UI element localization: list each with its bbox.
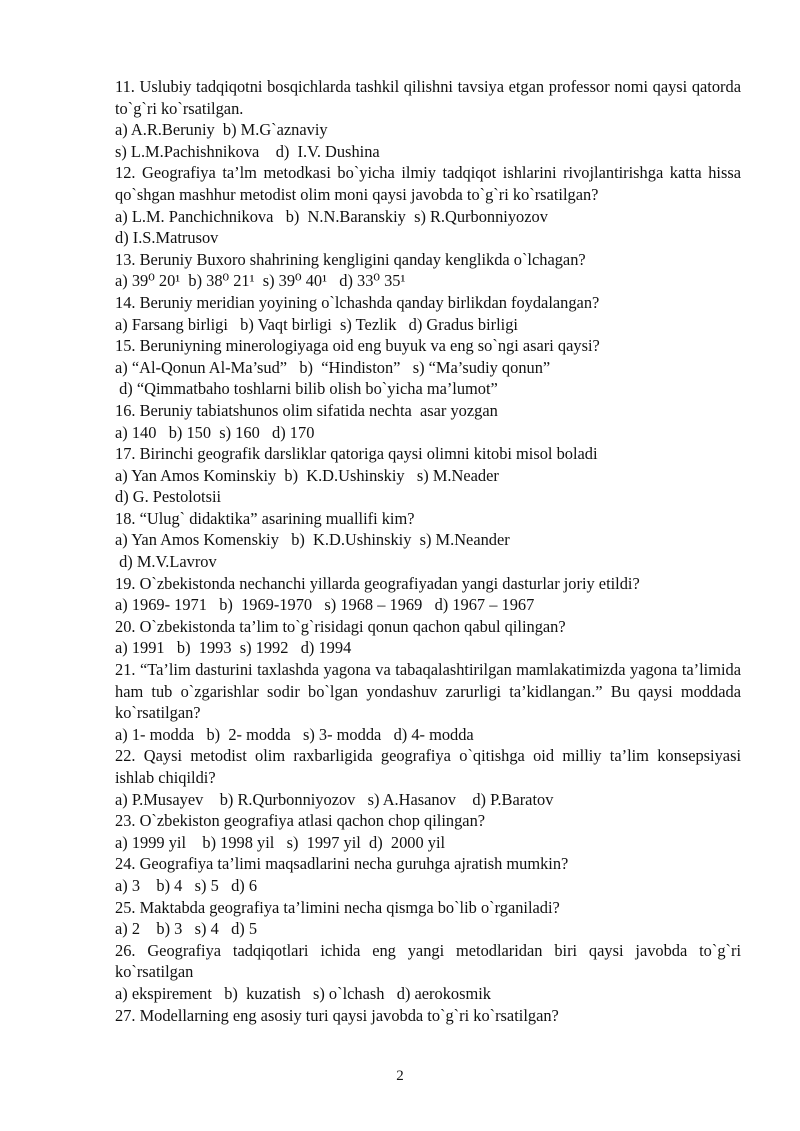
answers-16: a) 140 b) 150 s) 160 d) 170: [115, 422, 315, 442]
answers-22: a) P.Musayev b) R.Qurbonniyozov s) A.Hasanov d) P.Baratov: [115, 789, 554, 809]
answers-26: a) ekspirement b) kuzatish s) o`lchash d) aerokosmik: [115, 983, 491, 1003]
answers-15-row-1: a) “Al-Qonun Al-Ma’sud” b) “Hindiston” s) “Ma’sudiy qonun”: [115, 357, 551, 377]
answers-15-row-2: d) “Qimmatbaho toshlarni bilib olish bo`yicha ma’lumot”: [115, 379, 498, 399]
question-23: 23. O`zbekiston geografiya atlasi qachon chop qilingan?: [115, 811, 486, 831]
question-18: 18. “Ulug` didaktika” asarining muallifi kim?: [115, 508, 415, 528]
answers-11-row-2: s) L.M.Pachishnikova d) I.V. Dushina: [115, 141, 380, 161]
question-13: 13. Beruniy Buxoro shahrining kengligini qanday kenglikda o`lchagan?: [115, 249, 586, 269]
question-22: 22. Qaysi metodist olim raxbarligida geografiya o`qitishga oid milliy ta’lim konsepsiyasi ishlab chiqildi?: [115, 746, 741, 787]
question-11: 11. Uslubiy tadqiqotni bosqichlarda tashkil qilishni tavsiya etgan professor nomi qaysi qatorda to`g`ri ko`rsatilgan.: [115, 77, 741, 118]
question-26: 26. Geografiya tadqiqotlari ichida eng yangi metodlaridan biri qaysi javobda to`g`ri ko`rsatilgan: [115, 940, 741, 982]
question-14: 14. Beruniy meridian yoyining o`lchashda qanday birlikdan foydalangan?: [115, 292, 600, 312]
answers-20: a) 1991 b) 1993 s) 1992 d) 1994: [115, 638, 352, 658]
question-25: 25. Maktabda geografiya ta’limini necha qismga bo`lib o`rganiladi?: [115, 897, 560, 917]
question-27: 27. Modellarning eng asosiy turi qaysi javobda to`g`ri ko`rsatilgan?: [115, 1005, 559, 1025]
answers-21: a) 1- modda b) 2- modda s) 3- modda d) 4- modda: [115, 724, 474, 744]
answers-18-row-2: d) M.V.Lavrov: [115, 552, 217, 572]
question-19: 19. O`zbekistonda nechanchi yillarda geografiyadan yangi dasturlar joriy etildi?: [115, 573, 640, 593]
answers-17-row-2: d) G. Pestolotsii: [115, 487, 222, 507]
document-body: [115, 76, 741, 1026]
answers-19: a) 1969- 1971 b) 1969-1970 s) 1968 – 1969 d) 1967 – 1967: [115, 595, 535, 615]
question-20: 20. O`zbekistonda ta’lim to`g`risidagi qonun qachon qabul qilingan?: [115, 616, 566, 636]
answers-11-row-1: a) A.R.Beruniy b) M.G`aznaviy: [115, 120, 328, 140]
question-16: 16. Beruniy tabiatshunos olim sifatida nechta asar yozgan: [115, 400, 498, 420]
answers-13: a) 39⁰ 20¹ b) 38⁰ 21¹ s) 39⁰ 40¹ d) 33⁰ 35¹: [115, 271, 406, 291]
question-17: 17. Birinchi geografik darsliklar qatoriga qaysi olimni kitobi misol boladi: [115, 444, 598, 464]
answers-12-row-2: d) I.S.Matrusov: [115, 228, 219, 248]
question-21: 21. “Ta’lim dasturini taxlashda yagona va tabaqalashtirilgan mamlakatimizda yagona ta’limida ham tub o`zgarishlar sodir bo`lgan yondashuv zarurligi ta’kidlangan.” Bu qaysi moddada ko`rsatilgan?: [115, 660, 741, 723]
question-12: 12. Geografiya ta’lm metodkasi bo`yicha ilmiy tadqiqot ishlarini rivojlantirishga katta hissa qo`shgan mashhur metodist olim moni qaysi javobda to`g`ri ko`rsatilgan?: [115, 163, 741, 204]
question-24: 24. Geografiya ta’limi maqsadlarini necha guruhga ajratish mumkin?: [115, 854, 569, 874]
answers-17-row-1: a) Yan Amos Kominskiy b) K.D.Ushinskiy s) M.Neader: [115, 465, 499, 485]
answers-23: a) 1999 yil b) 1998 yil s) 1997 yil d) 2000 yil: [115, 832, 446, 852]
answers-12-row-1: a) L.M. Panchichnikova b) N.N.Baranskiy s) R.Qurbonniyozov: [115, 206, 548, 226]
answers-18-row-1: a) Yan Amos Komenskiy b) K.D.Ushinskiy s) M.Neander: [115, 530, 510, 550]
answers-25: a) 2 b) 3 s) 4 d) 5: [115, 919, 258, 939]
answers-24: a) 3 b) 4 s) 5 d) 6: [115, 875, 258, 895]
question-15: 15. Beruniyning minerologiyaga oid eng buyuk va eng so`ngi asari qaysi?: [115, 336, 600, 356]
answers-14: a) Farsang birligi b) Vaqt birligi s) Tezlik d) Gradus birligi: [115, 314, 518, 334]
page-number: 2: [396, 1068, 404, 1084]
